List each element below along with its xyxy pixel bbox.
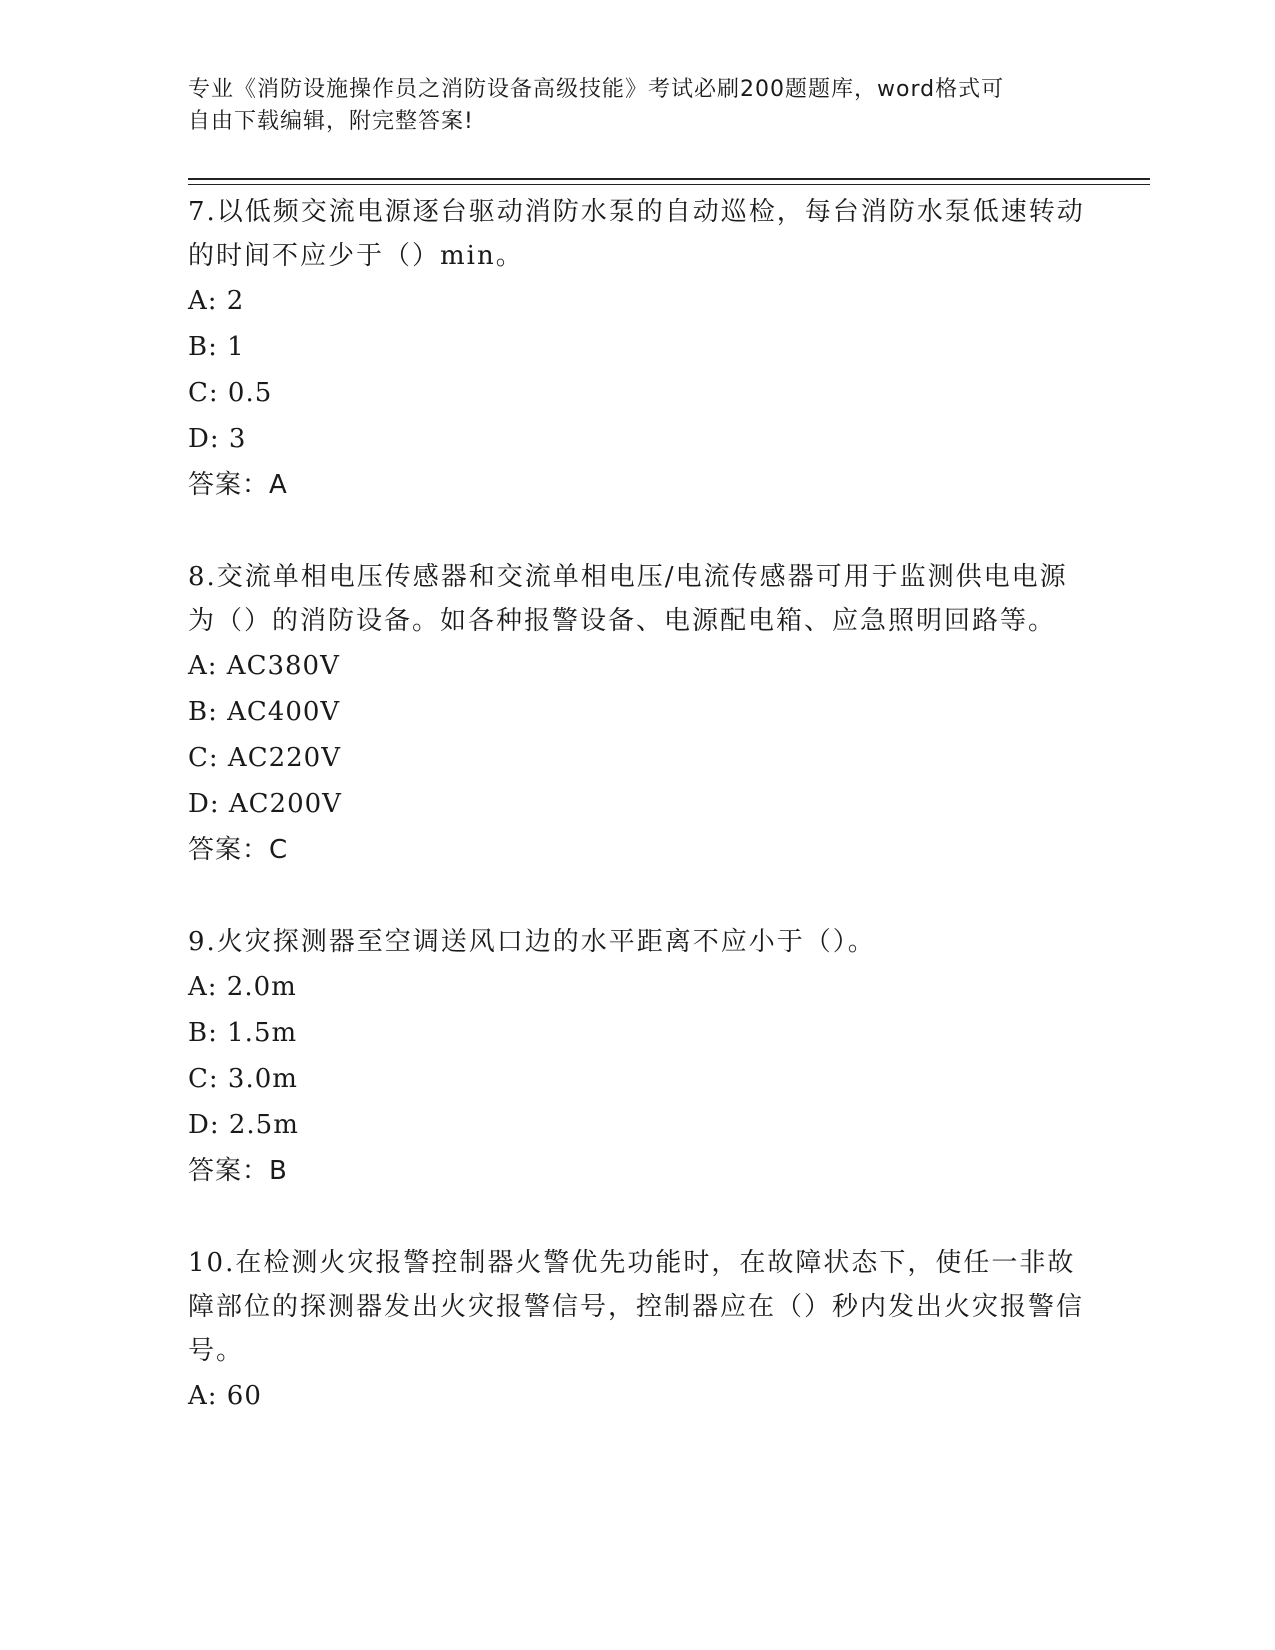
option-c: C: 0.5: [188, 378, 273, 408]
question-text: 7.以低频交流电源逐台驱动消防水泵的自动巡检，每台消防水泵低速转动的时间不应少于（）min。: [188, 197, 1085, 271]
option-d: D: AC200V: [188, 789, 342, 819]
header-divider-thin: [188, 184, 1150, 185]
option-c: C: AC220V: [188, 743, 341, 773]
header-divider-thick: [188, 178, 1150, 180]
document-header: [188, 74, 1068, 138]
question-10: [188, 1241, 1088, 1419]
header-line-1: 专业《消防设施操作员之消防设备高级技能》考试必刷200题题库，word格式可: [188, 77, 1005, 102]
option-d: D: 3: [188, 424, 247, 454]
question-text: 9.火灾探测器至空调送风口边的水平距离不应小于（）。: [188, 927, 876, 957]
question-text: 8.交流单相电压传感器和交流单相电压/电流传感器可用于监测供电电源为（）的消防设备。如各种报警设备、电源配电箱、应急照明回路等。: [188, 562, 1068, 636]
answer: 答案：B: [188, 1156, 288, 1186]
option-b: B: AC400V: [188, 697, 341, 727]
option-b: B: 1.5m: [188, 1018, 298, 1048]
option-c: C: 3.0m: [188, 1064, 298, 1094]
header-line-2: 自由下载编辑，附完整答案!: [188, 109, 474, 134]
option-a: A: 2.0m: [188, 972, 297, 1002]
question-7: [188, 190, 1088, 508]
option-a: A: 60: [188, 1381, 262, 1411]
answer: 答案：A: [188, 470, 288, 500]
question-8: [188, 555, 1088, 873]
option-b: B: 1: [188, 332, 245, 362]
option-d: D: 2.5m: [188, 1110, 299, 1140]
question-list: [188, 190, 1088, 1466]
question-9: [188, 920, 1088, 1194]
option-a: A: AC380V: [188, 651, 340, 681]
option-a: A: 2: [188, 286, 245, 316]
answer: 答案：C: [188, 835, 289, 865]
question-text: 10.在检测火灾报警控制器火警优先功能时，在故障状态下，使任一非故障部位的探测器发出火灾报警信号，控制器应在（）秒内发出火灾报警信号。: [188, 1248, 1085, 1366]
